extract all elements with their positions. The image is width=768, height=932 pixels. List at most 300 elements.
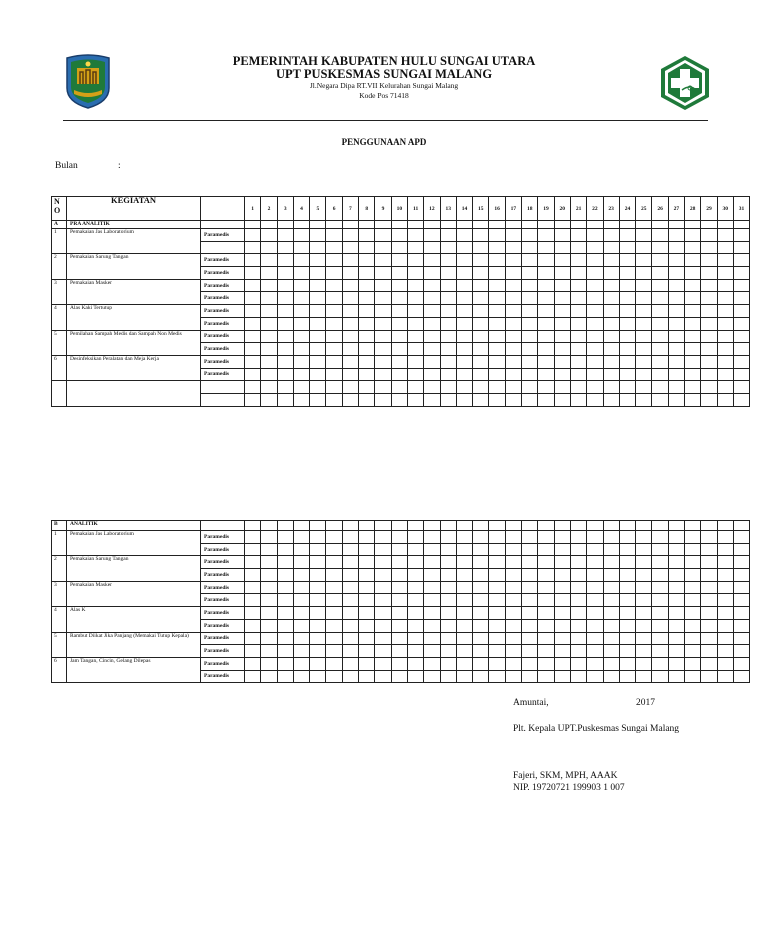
day-cell <box>668 279 684 292</box>
day-cell <box>538 254 554 267</box>
day-cell <box>733 368 749 381</box>
day-cell <box>505 569 521 582</box>
day-cell <box>473 292 489 305</box>
day-cell <box>619 305 635 318</box>
day-cell <box>668 657 684 670</box>
day-cell <box>717 569 733 582</box>
day-cell <box>326 292 342 305</box>
day-cell <box>668 368 684 381</box>
day-cell <box>505 556 521 569</box>
day-cell <box>391 292 407 305</box>
day-cell <box>668 229 684 242</box>
day-cell <box>733 241 749 254</box>
day-cell <box>522 355 538 368</box>
day-cell <box>293 241 309 254</box>
day-cell <box>668 381 684 394</box>
day-cell <box>261 556 277 569</box>
day-cell <box>440 279 456 292</box>
day-cell <box>407 607 423 620</box>
day-cell <box>407 229 423 242</box>
row-number: 3 <box>52 279 67 304</box>
day-cell <box>342 330 358 343</box>
day-cell <box>326 394 342 407</box>
day-cell <box>587 594 603 607</box>
day-cell <box>489 619 505 632</box>
day-cell <box>489 355 505 368</box>
day-cell <box>407 292 423 305</box>
day-cell <box>636 221 652 229</box>
day-cell <box>570 330 586 343</box>
day-cell <box>717 531 733 544</box>
section-row <box>52 521 750 531</box>
day-cell <box>636 594 652 607</box>
day-header-2: 2 <box>261 197 277 221</box>
day-header-14: 14 <box>456 197 472 221</box>
day-cell <box>554 619 570 632</box>
row-paramedis: Paramedis <box>201 670 245 683</box>
day-header-12: 12 <box>424 197 440 221</box>
day-cell <box>636 607 652 620</box>
day-cell <box>570 594 586 607</box>
day-cell <box>310 305 326 318</box>
day-cell <box>701 355 717 368</box>
header-divider <box>63 120 708 121</box>
day-cell <box>636 632 652 645</box>
letterhead <box>0 55 768 101</box>
day-cell <box>293 543 309 556</box>
day-cell <box>245 368 261 381</box>
day-cell <box>717 607 733 620</box>
day-cell <box>685 607 701 620</box>
day-cell <box>619 355 635 368</box>
day-cell <box>652 267 668 280</box>
day-cell <box>359 619 375 632</box>
day-cell <box>473 241 489 254</box>
day-cell <box>424 394 440 407</box>
day-cell <box>424 292 440 305</box>
day-cell <box>359 241 375 254</box>
day-cell <box>293 343 309 356</box>
day-cell <box>733 355 749 368</box>
row-paramedis: Paramedis <box>201 254 245 267</box>
day-cell <box>245 581 261 594</box>
day-cell <box>277 368 293 381</box>
day-cell <box>505 221 521 229</box>
day-cell <box>717 292 733 305</box>
day-cell <box>717 394 733 407</box>
day-cell <box>440 645 456 658</box>
day-cell <box>587 645 603 658</box>
row-paramedis: Paramedis <box>201 569 245 582</box>
day-cell <box>277 330 293 343</box>
day-cell <box>587 607 603 620</box>
table-row <box>52 229 750 242</box>
day-cell <box>636 343 652 356</box>
day-cell <box>342 543 358 556</box>
day-cell <box>554 594 570 607</box>
day-cell <box>636 305 652 318</box>
day-cell <box>375 581 391 594</box>
day-cell <box>717 670 733 683</box>
day-cell <box>440 581 456 594</box>
day-cell <box>733 254 749 267</box>
day-header-27: 27 <box>668 197 684 221</box>
day-cell <box>652 279 668 292</box>
day-cell <box>701 657 717 670</box>
day-cell <box>685 317 701 330</box>
day-cell <box>440 632 456 645</box>
day-cell <box>554 343 570 356</box>
day-cell <box>293 368 309 381</box>
day-cell <box>570 531 586 544</box>
section-blank <box>201 221 245 229</box>
day-cell <box>505 645 521 658</box>
row-kegiatan <box>67 381 201 407</box>
day-cell <box>636 657 652 670</box>
day-cell <box>603 355 619 368</box>
day-cell <box>359 569 375 582</box>
day-cell <box>473 317 489 330</box>
day-cell <box>538 670 554 683</box>
day-cell <box>261 254 277 267</box>
day-cell <box>701 543 717 556</box>
day-cell <box>717 355 733 368</box>
day-cell <box>473 279 489 292</box>
day-cell <box>652 670 668 683</box>
day-cell <box>538 632 554 645</box>
day-cell <box>522 594 538 607</box>
day-cell <box>489 581 505 594</box>
day-cell <box>636 254 652 267</box>
day-cell <box>717 657 733 670</box>
day-cell <box>489 229 505 242</box>
day-cell <box>652 292 668 305</box>
day-cell <box>310 645 326 658</box>
day-cell <box>489 279 505 292</box>
day-cell <box>359 343 375 356</box>
day-cell <box>473 355 489 368</box>
day-cell <box>293 632 309 645</box>
day-cell <box>636 381 652 394</box>
day-cell <box>619 381 635 394</box>
day-cell <box>603 632 619 645</box>
day-cell <box>407 619 423 632</box>
day-cell <box>685 368 701 381</box>
row-paramedis: Paramedis <box>201 556 245 569</box>
day-cell <box>473 368 489 381</box>
day-cell <box>636 229 652 242</box>
table-row <box>52 355 750 368</box>
day-cell <box>717 368 733 381</box>
day-cell <box>293 279 309 292</box>
day-cell <box>505 292 521 305</box>
day-cell <box>717 343 733 356</box>
day-cell <box>652 317 668 330</box>
day-cell <box>310 221 326 229</box>
day-cell <box>261 221 277 229</box>
day-cell <box>326 254 342 267</box>
day-cell <box>505 343 521 356</box>
day-cell <box>440 317 456 330</box>
row-paramedis: Paramedis <box>201 594 245 607</box>
day-cell <box>245 619 261 632</box>
day-cell <box>456 521 472 531</box>
day-cell <box>717 279 733 292</box>
day-cell <box>342 531 358 544</box>
day-cell <box>245 632 261 645</box>
day-cell <box>326 521 342 531</box>
day-cell <box>473 657 489 670</box>
row-kegiatan: Pemakaian Jas Laboratorium <box>67 229 201 254</box>
day-header-20: 20 <box>554 197 570 221</box>
day-cell <box>717 229 733 242</box>
day-cell <box>603 229 619 242</box>
day-cell <box>717 381 733 394</box>
day-cell <box>489 292 505 305</box>
day-cell <box>375 670 391 683</box>
day-header-18: 18 <box>522 197 538 221</box>
day-cell <box>342 632 358 645</box>
day-cell <box>489 607 505 620</box>
row-paramedis: Paramedis <box>201 279 245 292</box>
day-cell <box>603 607 619 620</box>
day-cell <box>522 221 538 229</box>
day-cell <box>277 632 293 645</box>
day-header-4: 4 <box>293 197 309 221</box>
day-cell <box>668 556 684 569</box>
day-cell <box>538 594 554 607</box>
header-no: N O <box>52 197 67 221</box>
day-cell <box>261 317 277 330</box>
day-cell <box>293 556 309 569</box>
day-cell <box>570 221 586 229</box>
day-cell <box>245 330 261 343</box>
day-cell <box>293 317 309 330</box>
day-cell <box>440 267 456 280</box>
day-cell <box>261 267 277 280</box>
day-cell <box>603 305 619 318</box>
day-cell <box>538 619 554 632</box>
day-cell <box>261 330 277 343</box>
day-cell <box>489 531 505 544</box>
day-cell <box>505 543 521 556</box>
day-cell <box>652 521 668 531</box>
day-cell <box>440 670 456 683</box>
day-cell <box>505 254 521 267</box>
row-number: 4 <box>52 305 67 330</box>
day-cell <box>554 355 570 368</box>
day-cell <box>391 569 407 582</box>
day-cell <box>652 381 668 394</box>
day-cell <box>489 645 505 658</box>
day-cell <box>733 305 749 318</box>
day-cell <box>717 556 733 569</box>
day-cell <box>424 581 440 594</box>
day-cell <box>538 221 554 229</box>
day-cell <box>570 241 586 254</box>
month-colon: : <box>118 161 121 171</box>
day-cell <box>570 632 586 645</box>
row-kegiatan: Pemilahan Sampah Medis dan Sampah Non Medis <box>67 330 201 355</box>
day-cell <box>359 594 375 607</box>
day-cell <box>668 355 684 368</box>
day-cell <box>554 305 570 318</box>
day-cell <box>293 221 309 229</box>
day-cell <box>701 381 717 394</box>
day-cell <box>375 607 391 620</box>
day-cell <box>456 368 472 381</box>
table-row <box>52 254 750 267</box>
day-cell <box>456 556 472 569</box>
day-cell <box>407 330 423 343</box>
day-header-26: 26 <box>652 197 668 221</box>
day-cell <box>554 267 570 280</box>
day-cell <box>554 521 570 531</box>
day-cell <box>277 569 293 582</box>
table-row <box>52 381 750 394</box>
day-cell <box>375 241 391 254</box>
day-cell <box>375 521 391 531</box>
row-paramedis: Paramedis <box>201 607 245 620</box>
day-cell <box>717 305 733 318</box>
day-cell <box>342 254 358 267</box>
day-cell <box>310 521 326 531</box>
day-cell <box>375 330 391 343</box>
day-header-11: 11 <box>407 197 423 221</box>
day-cell <box>359 394 375 407</box>
day-cell <box>685 670 701 683</box>
day-cell <box>391 343 407 356</box>
day-cell <box>342 594 358 607</box>
apd-table-analitik <box>51 520 750 683</box>
day-cell <box>407 594 423 607</box>
day-cell <box>505 594 521 607</box>
day-cell <box>310 241 326 254</box>
address: Jl.Negara Dipa RT.VII Kelurahan Sungai Malang <box>309 81 459 90</box>
day-cell <box>636 317 652 330</box>
day-cell <box>424 607 440 620</box>
day-cell <box>277 305 293 318</box>
day-cell <box>570 305 586 318</box>
day-cell <box>636 543 652 556</box>
day-cell <box>456 569 472 582</box>
day-cell <box>326 279 342 292</box>
day-cell <box>326 343 342 356</box>
day-cell <box>456 645 472 658</box>
day-cell <box>603 267 619 280</box>
day-cell <box>685 632 701 645</box>
day-cell <box>603 569 619 582</box>
day-cell <box>733 292 749 305</box>
day-cell <box>342 521 358 531</box>
day-cell <box>424 531 440 544</box>
day-cell <box>619 569 635 582</box>
day-cell <box>668 594 684 607</box>
day-cell <box>310 381 326 394</box>
apd-table-pra-analitik <box>51 196 750 407</box>
day-cell <box>668 632 684 645</box>
day-cell <box>587 292 603 305</box>
row-kegiatan: Jam Tangan, Cincin, Gelang Dilepas <box>67 657 201 682</box>
day-cell <box>570 619 586 632</box>
day-cell <box>733 343 749 356</box>
day-cell <box>456 292 472 305</box>
day-cell <box>456 254 472 267</box>
day-cell <box>261 607 277 620</box>
day-header-8: 8 <box>359 197 375 221</box>
day-cell <box>310 619 326 632</box>
day-cell <box>424 241 440 254</box>
day-cell <box>473 521 489 531</box>
day-cell <box>261 279 277 292</box>
day-cell <box>293 607 309 620</box>
day-cell <box>407 368 423 381</box>
day-cell <box>652 581 668 594</box>
day-cell <box>391 607 407 620</box>
day-cell <box>603 543 619 556</box>
day-cell <box>277 317 293 330</box>
day-cell <box>554 569 570 582</box>
day-cell <box>505 279 521 292</box>
day-cell <box>310 657 326 670</box>
day-cell <box>538 657 554 670</box>
row-paramedis: Paramedis <box>201 229 245 242</box>
signature-name: Fajeri, SKM, MPH, AAAK <box>513 771 618 781</box>
day-cell <box>407 267 423 280</box>
day-cell <box>603 581 619 594</box>
day-cell <box>505 229 521 242</box>
day-cell <box>375 254 391 267</box>
day-cell <box>570 670 586 683</box>
day-cell <box>538 607 554 620</box>
day-cell <box>407 381 423 394</box>
row-paramedis: Paramedis <box>201 343 245 356</box>
day-cell <box>489 657 505 670</box>
day-cell <box>391 594 407 607</box>
day-cell <box>245 381 261 394</box>
day-cell <box>310 229 326 242</box>
row-paramedis: Paramedis <box>201 267 245 280</box>
day-cell <box>685 543 701 556</box>
day-cell <box>717 619 733 632</box>
day-cell <box>587 670 603 683</box>
day-cell <box>310 317 326 330</box>
day-cell <box>293 394 309 407</box>
day-cell <box>554 254 570 267</box>
day-cell <box>619 594 635 607</box>
day-cell <box>277 394 293 407</box>
day-cell <box>391 330 407 343</box>
day-cell <box>652 531 668 544</box>
day-cell <box>342 569 358 582</box>
day-cell <box>652 229 668 242</box>
day-cell <box>587 556 603 569</box>
day-cell <box>326 241 342 254</box>
day-cell <box>473 645 489 658</box>
day-cell <box>587 241 603 254</box>
day-cell <box>407 355 423 368</box>
day-cell <box>652 556 668 569</box>
day-cell <box>717 581 733 594</box>
day-cell <box>636 645 652 658</box>
day-cell <box>668 521 684 531</box>
day-cell <box>489 221 505 229</box>
day-cell <box>489 594 505 607</box>
day-cell <box>570 355 586 368</box>
day-cell <box>245 521 261 531</box>
day-cell <box>375 305 391 318</box>
section-row <box>52 221 750 229</box>
